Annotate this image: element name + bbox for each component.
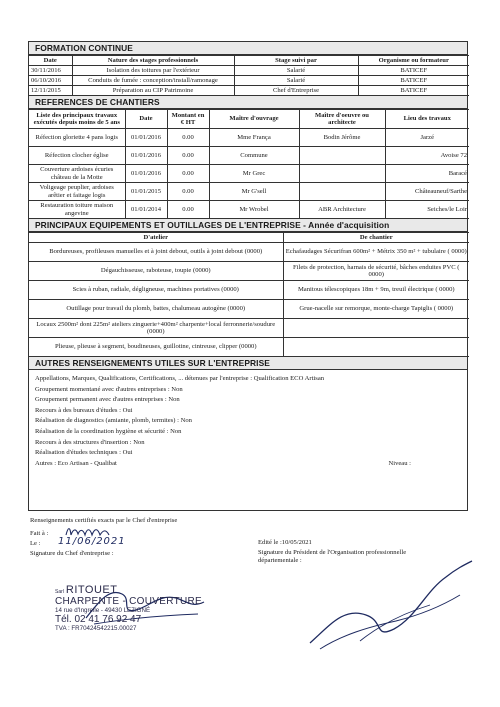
- table-row: [29, 300, 469, 319]
- chantier-montant: 0.00: [167, 129, 209, 147]
- equip-chantier: Echafaudages Sécurifran 600m² + Métrix 350 m² + tubulaire ( 0000): [283, 243, 469, 262]
- column-header: Maître d'ouvrage: [209, 110, 299, 129]
- autres-line: Autres : Eco Artisan - Qualibat: [35, 459, 117, 467]
- chantier-architecte: [299, 147, 385, 165]
- formation-organisme: BATICEF: [358, 86, 469, 96]
- stamp-address: 14 rue d'Ingrelle - 49430 LEZIGNÉ: [55, 607, 151, 614]
- chantier-montant: 0.00: [167, 201, 209, 219]
- formation-organisme: BATICEF: [358, 76, 469, 86]
- column-header: Montant en € HT: [167, 110, 209, 129]
- formation-suivi: Salarié: [234, 76, 358, 86]
- equip-chantier: Filets de protection, harnais de sécurité, bâches enduites PVC ( 0000): [283, 262, 469, 281]
- table-row: [29, 86, 469, 96]
- chantier-travaux: Couverture ardoises écuries château de la Motte: [29, 165, 125, 183]
- chantier-architecte: [299, 165, 385, 183]
- autres-section: [29, 370, 467, 469]
- chantier-lieu: Baracé: [385, 165, 469, 183]
- column-header: Stage suivi par: [234, 56, 358, 66]
- formation-table: [29, 55, 469, 96]
- column-header: Nature des stages professionnels: [72, 56, 234, 66]
- column-header: Date: [29, 56, 72, 66]
- equip-chantier: Manitous télescopiques 18m + 9m, treuil électrique ( 0000): [283, 281, 469, 300]
- autres-line: Recours à des structures d'insertion : Non: [35, 438, 145, 446]
- handwritten-date: 11/06/2021: [58, 536, 126, 547]
- chantier-architecte: Bodin Jérôme: [299, 129, 385, 147]
- formation-title: FORMATION CONTINUE: [29, 42, 467, 55]
- chantier-date: 01/01/2016: [125, 129, 167, 147]
- equip-atelier: Outillage pour travail du plomb, battes, chalumeau autogène (0000): [29, 300, 283, 319]
- table-header-row: [29, 56, 469, 66]
- company-stamp: [55, 584, 205, 632]
- chantier-ouvrage: Mme França: [209, 129, 299, 147]
- stamp-tva: TVA : FR70424542215.00027: [55, 625, 137, 632]
- autres-line: Réalisation de la coordination hygiène et sécurité : Non: [35, 427, 182, 435]
- formation-nature: Préparation au CIP Patrimoine: [72, 86, 234, 96]
- table-row: [29, 243, 469, 262]
- column-header: Date: [125, 110, 167, 129]
- equip-atelier: Bordureuses, profileuses manuelles et à joint debout, outils à joint debout (0000): [29, 243, 283, 262]
- formation-nature: Isolation des toitures par l'extérieur: [72, 66, 234, 76]
- autres-line: Appellations, Marques, Qualifications, Certifications, ... détenues par l'entreprise : Qualification ECO Artisan: [35, 375, 325, 382]
- table-row: [29, 165, 469, 183]
- autres-title: AUTRES RENSEIGNEMENTS UTILES SUR L'ENTREPRISE: [29, 357, 467, 370]
- equipements-title: PRINCIPAUX EQUIPEMENTS ET OUTILLAGES DE L'ENTREPRISE - Année d'acquisition: [29, 219, 467, 232]
- chantier-travaux: Réfection clocher église: [29, 147, 125, 165]
- chantier-date: 01/01/2015: [125, 183, 167, 201]
- chantier-travaux: Restauration toiture maison angevine: [29, 201, 125, 219]
- table-row: [29, 76, 469, 86]
- formation-date: 06/10/2016: [29, 76, 72, 86]
- equip-atelier: Dégauchisseuse, raboteuse, toupie (0000): [29, 262, 283, 281]
- edite-date: Edité le :10/05/2021: [258, 539, 312, 546]
- chantier-travaux: Réfection gloriette 4 pans logis: [29, 129, 125, 147]
- le-label: Le :: [30, 540, 41, 547]
- table-row: [29, 129, 469, 147]
- fait-a-label: Fait à :: [30, 530, 49, 537]
- column-header: De chantier: [283, 233, 469, 243]
- signature-chef-label: Signature du Chef d'entreprise :: [30, 550, 114, 557]
- equip-atelier: Locaux 2500m² dont 225m² ateliers zinguerie+400m² charpente+local ferronnerie/soudure (0000): [29, 319, 283, 338]
- certif-text: Renseignements certifiés exacts par le Chef d'entreprise: [30, 517, 178, 524]
- formation-date: 30/11/2016: [29, 66, 72, 76]
- chantier-architecte: ABR Architecture: [299, 201, 385, 219]
- table-row: [29, 338, 469, 357]
- equip-atelier: Scies à ruban, radiale, dégligneuse, machines portatives (0000): [29, 281, 283, 300]
- equip-atelier: Plieuse, plieuse à segment, boudineuses, guillotine, cintreuse, clipper (0000): [29, 338, 283, 357]
- autres-line: Groupement permanent avec d'autres entreprises : Non: [35, 396, 180, 404]
- form-frame: [28, 41, 468, 511]
- chantier-montant: 0.00: [167, 183, 209, 201]
- autres-line: Recours à des bureaux d'études : Oui: [35, 406, 133, 414]
- chantier-montant: 0.00: [167, 147, 209, 165]
- stamp-sarl: Sarl: [55, 589, 64, 595]
- stamp-company-name: RITOUET: [65, 584, 118, 596]
- table-row: [29, 319, 469, 338]
- signature-president: [300, 555, 480, 655]
- formation-nature: Conduits de fumée : conception/install/ramonage: [72, 76, 234, 86]
- formation-date: 12/11/2015: [29, 86, 72, 96]
- chantier-ouvrage: Commune: [209, 147, 299, 165]
- chantier-ouvrage: Mr Wrobel: [209, 201, 299, 219]
- signature-president-label: Signature du Président de l'Organisation professionnelle départementale :: [258, 549, 407, 564]
- table-row: [29, 281, 469, 300]
- table-row: [29, 147, 469, 165]
- formation-suivi: Salarié: [234, 66, 358, 76]
- autres-line: Groupement momentané avec d'autres entreprises : Non: [35, 385, 183, 393]
- chantier-montant: 0.00: [167, 165, 209, 183]
- equip-chantier: [283, 338, 469, 357]
- chantier-lieu: Jarzé: [385, 129, 469, 147]
- autres-line: Réalisation d'études techniques : Oui: [35, 449, 133, 457]
- chantier-date: 01/01/2016: [125, 165, 167, 183]
- table-row: [29, 262, 469, 281]
- equip-chantier: Grue-nacelle sur remorque, monte-charge Tapiglis ( 0000): [283, 300, 469, 319]
- column-header: D'atelier: [29, 233, 283, 243]
- chantiers-table: [29, 109, 469, 219]
- column-header: Organisme ou formateur: [358, 56, 469, 66]
- chantier-lieu: Avoise 72: [385, 147, 469, 165]
- table-row: [29, 183, 469, 201]
- chantier-ouvrage: Mr G'sell: [209, 183, 299, 201]
- equip-chantier: [283, 319, 469, 338]
- formation-suivi: Chef d'Entreprise: [234, 86, 358, 96]
- equipements-table: [29, 232, 469, 357]
- table-row: [29, 66, 469, 76]
- chantier-date: 01/01/2014: [125, 201, 167, 219]
- chantiers-title: REFERENCES DE CHANTIERS: [29, 96, 467, 109]
- niveau-label: Niveau :: [388, 459, 411, 467]
- table-header-row: [29, 110, 469, 129]
- chantier-architecte: [299, 183, 385, 201]
- table-header-row: [29, 233, 469, 243]
- column-header: Maître d'oeuvre ou architecte: [299, 110, 385, 129]
- chantier-date: 01/01/2016: [125, 147, 167, 165]
- chantier-lieu: Seiches/le Loir: [385, 201, 469, 219]
- table-row: [29, 201, 469, 219]
- column-header: Lieu des travaux: [385, 110, 469, 129]
- stamp-trade: CHARPENTE - COUVERTURE: [55, 596, 202, 607]
- chantier-lieu: Châteauneuf/Sarthe: [385, 183, 469, 201]
- stamp-tel: Tél. 02 41 76 92 47: [55, 614, 142, 625]
- column-header: Liste des principaux travaux exécutés depuis moins de 5 ans: [29, 110, 125, 129]
- chantier-travaux: Voligeage peuplier, ardoises arêtier et faitage logis: [29, 183, 125, 201]
- autres-line: Réalisation de diagnostics (amiante, plomb, termites) : Non: [35, 417, 192, 425]
- formation-organisme: BATICEF: [358, 66, 469, 76]
- chantier-ouvrage: Mr Grec: [209, 165, 299, 183]
